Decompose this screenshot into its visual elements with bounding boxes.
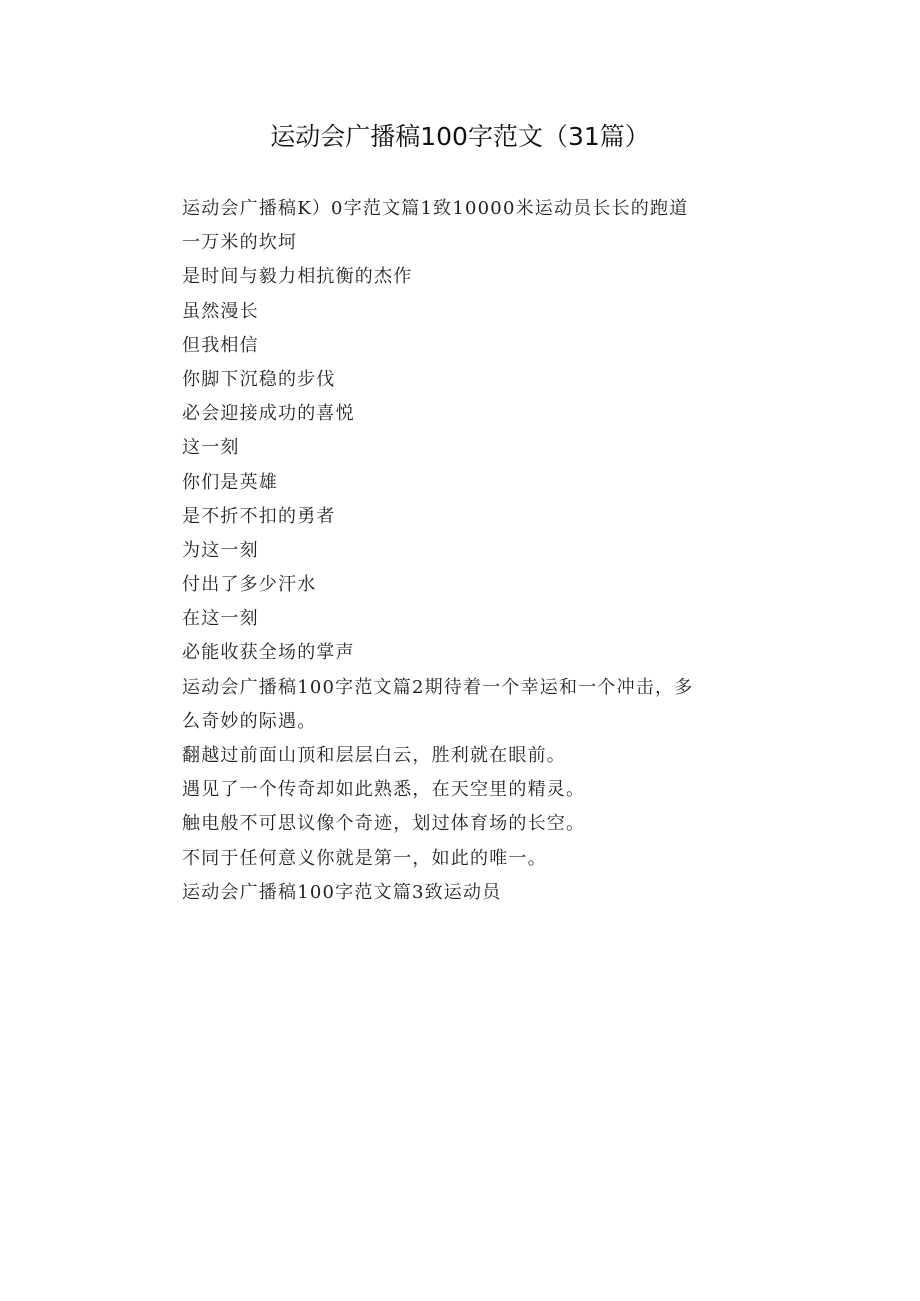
document-body xyxy=(182,192,742,910)
body-line: 遇见了一个传奇却如此熟悉，在天空里的精灵。 xyxy=(182,779,586,801)
body-line: 这一刻 xyxy=(182,437,240,459)
body-line: 为这一刻 xyxy=(182,539,259,561)
body-line: 运动会广播稿100字范文篇2期待着一个幸运和一个冲击，多 xyxy=(182,676,694,698)
body-line: 翻越过前面山顶和层层白云，胜利就在眼前。 xyxy=(182,745,566,766)
body-line: 是时间与毅力相抗衡的杰作 xyxy=(182,266,413,288)
document-title: 运动会广播稿100字范文（31篇） xyxy=(270,122,650,151)
body-line: 运动会广播稿100字范文篇3致运动员 xyxy=(182,881,502,903)
body-line: 你脚下沉稳的步伐 xyxy=(182,368,336,390)
body-line: 虽然漫长 xyxy=(182,300,259,322)
body-line: 付出了多少汗水 xyxy=(182,574,317,596)
body-line: 必会迎接成功的喜悦 xyxy=(182,403,355,425)
body-line: 是不折不扣的勇者 xyxy=(182,505,336,527)
body-line: 必能收获全场的掌声 xyxy=(182,642,355,664)
body-line: 不同于任何意义你就是第一，如此的唯一。 xyxy=(182,847,547,869)
body-line: 你们是英雄 xyxy=(182,471,278,493)
body-line: 但我相信 xyxy=(182,334,259,356)
body-line: 触电般不可思议像个奇迹，划过体育场的长空。 xyxy=(182,813,586,835)
body-line: 一万米的坎坷 xyxy=(182,232,298,254)
body-line: 在这一刻 xyxy=(182,608,259,630)
body-line: 运动会广播稿K）0字范文篇1致10000米运动员长长的跑道 xyxy=(182,198,689,219)
body-line: 么奇妙的际遇。 xyxy=(182,710,317,732)
